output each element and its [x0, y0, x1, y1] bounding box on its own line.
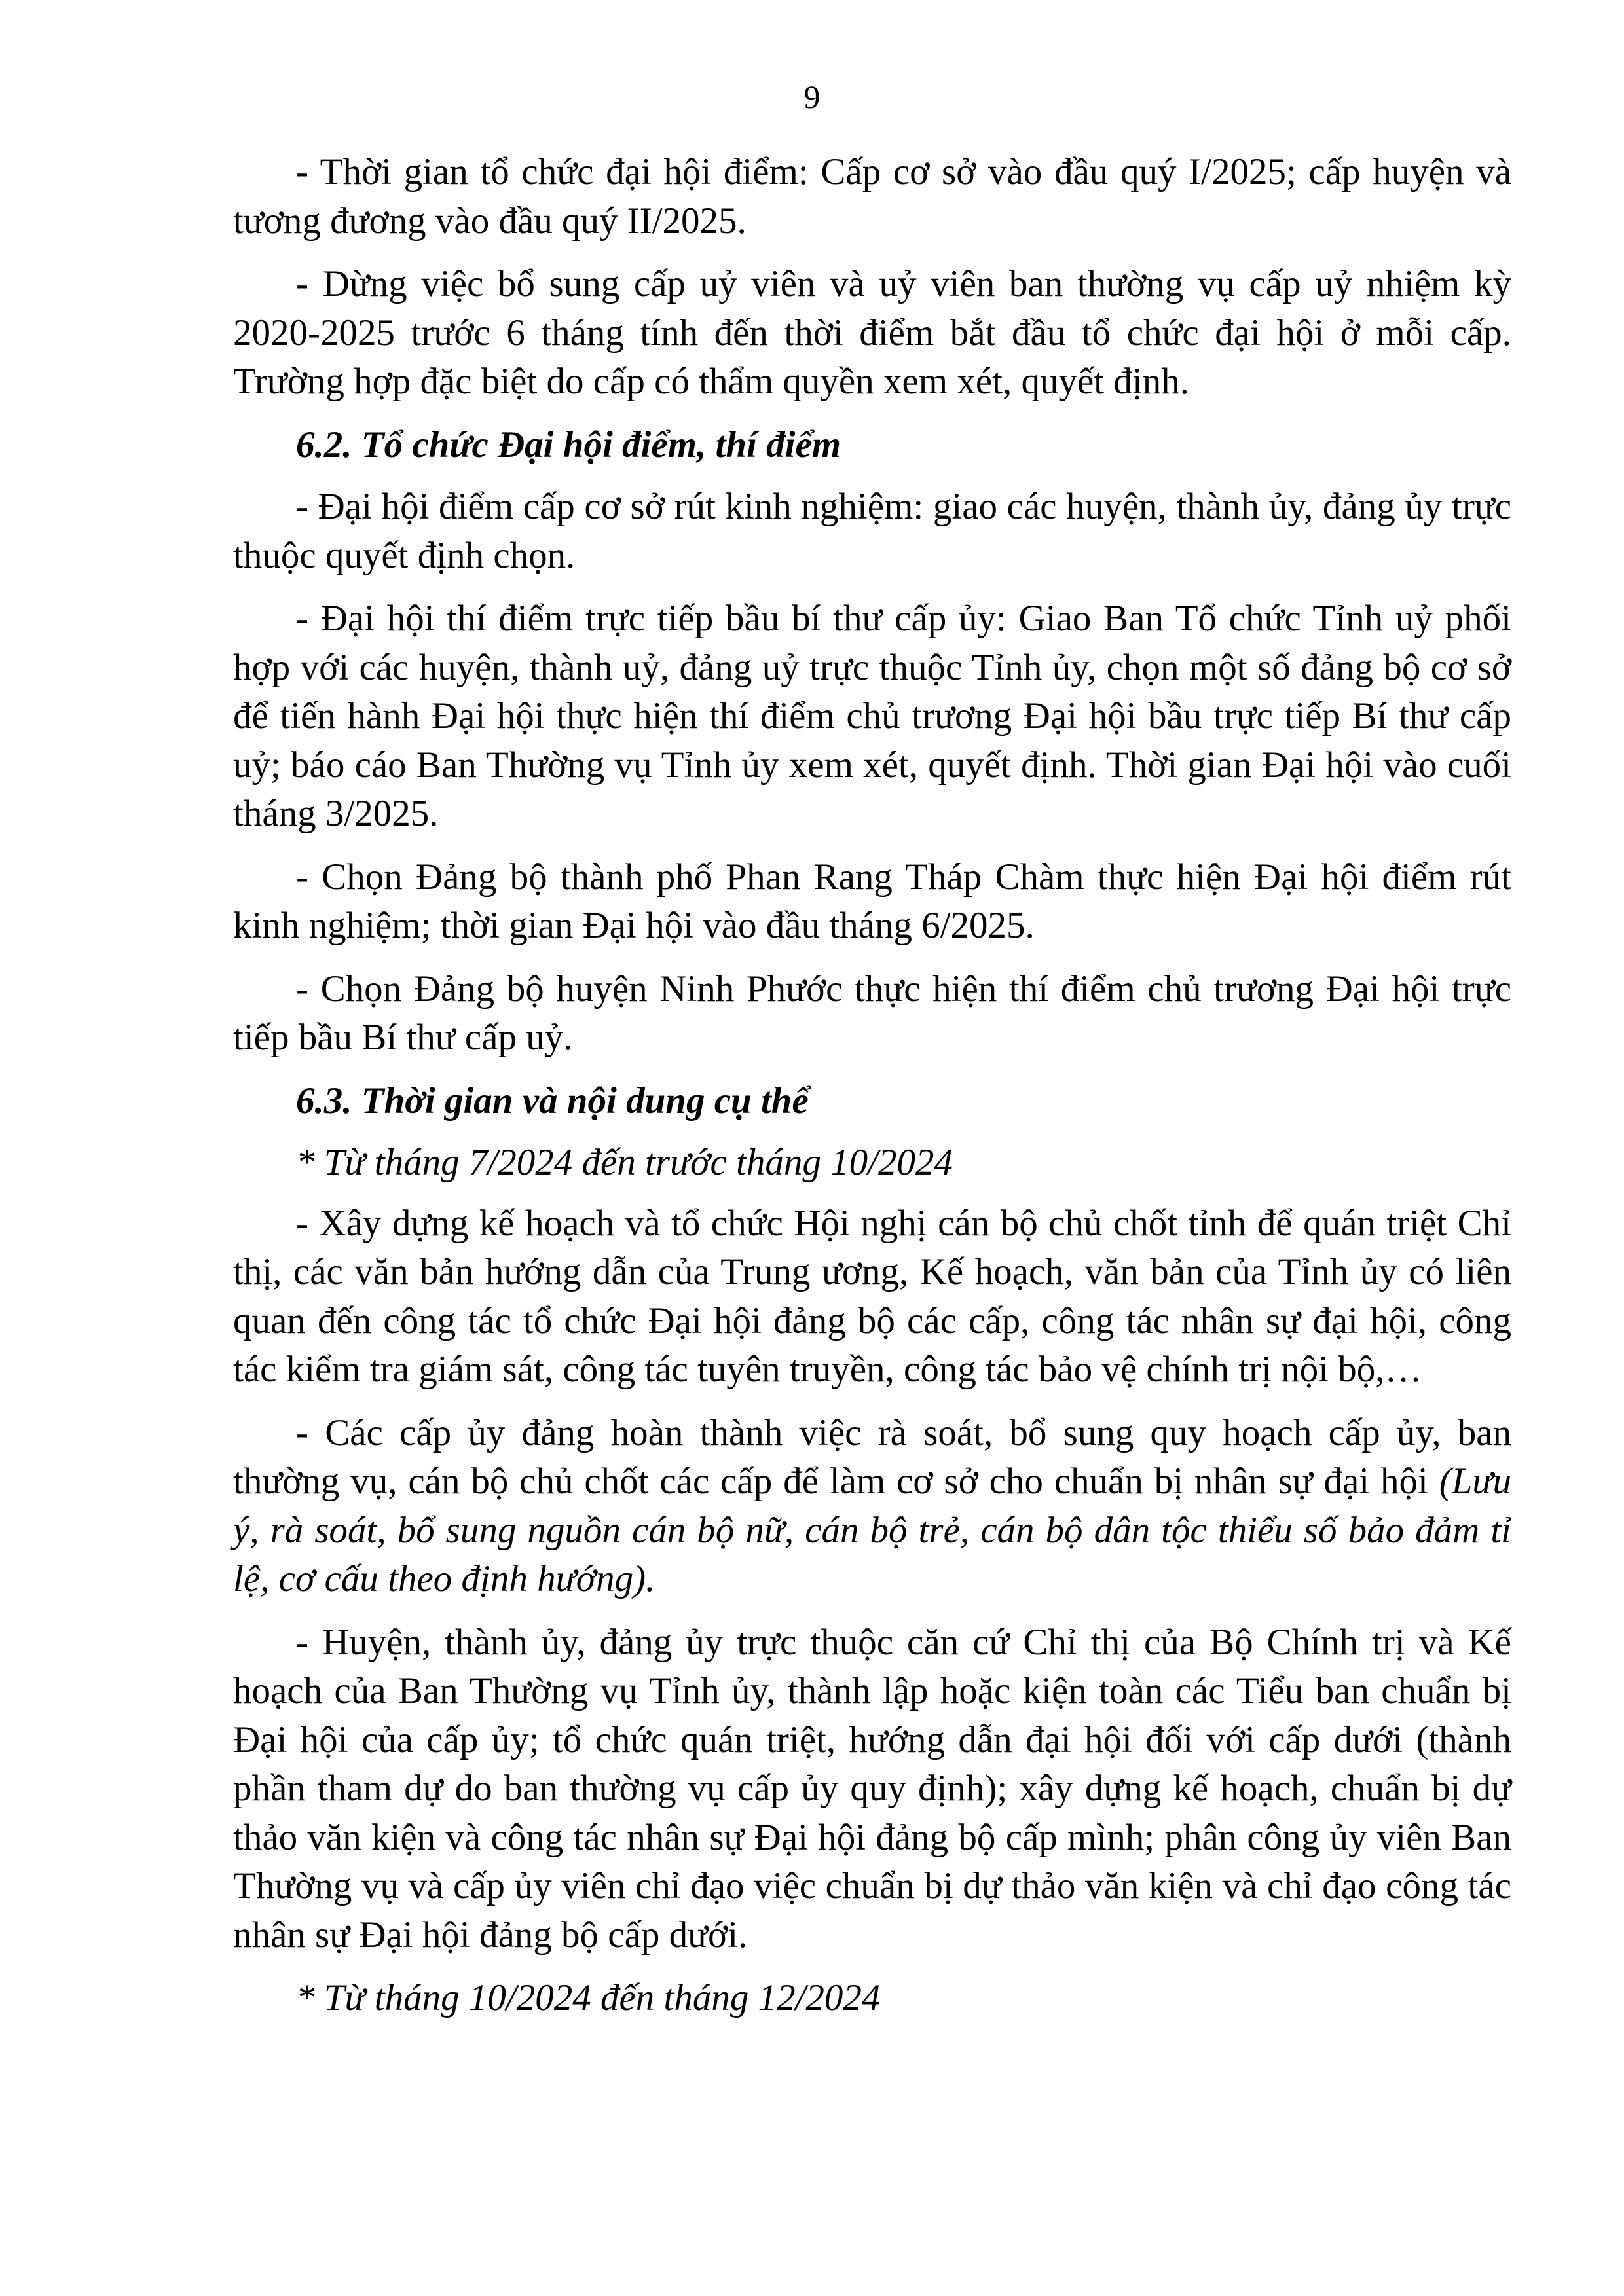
paragraph-dai-hoi-diem-co-so: - Đại hội điểm cấp cơ sở rút kinh nghiệm: giao các huyện, thành ủy, đảng ủy trực thuộc quyết định chọn.	[233, 486, 1511, 576]
ra-soat-note: (Lưu ý, rà soát, bổ sung nguồn cán bộ nữ, cán bộ trẻ, cán bộ dân tộc thiểu số bảo đảm tỉ lệ, cơ cấu theo định hướng).	[233, 1461, 1511, 1599]
period-heading-1: * Từ tháng 7/2024 đến trước tháng 10/2024	[296, 1142, 953, 1183]
paragraph-tieu-ban: - Huyện, thành ủy, đảng ủy trực thuộc căn cứ Chỉ thị của Bộ Chính trị và Kế hoạch của Ban Thường vụ Tỉnh ủy, thành lập hoặc kiện toàn các Tiểu ban chuẩn bị Đại hội của cấp ủy; tổ chức quán triệt, hướng dẫn đại hội đối với cấp dưới (thành phần tham dự do ban thường vụ cấp ủy quy định); xây dựng kế hoạch, chuẩn bị dự thảo văn kiện và công tác nhân sự Đại hội đảng bộ cấp mình; phân công ủy viên Ban Thường vụ và cấp ủy viên chỉ đạo việc chuẩn bị dự thảo văn kiện và chỉ đạo công tác nhân sự Đại hội đảng bộ cấp dưới.	[233, 1621, 1511, 1956]
ra-soat-text: - Các cấp ủy đảng hoàn thành việc rà soát, bổ sung quy hoạch cấp ủy, ban thường vụ, cán bộ chủ chốt các cấp để làm cơ sở cho chuẩn bị nhân sự đại hội	[233, 1412, 1511, 1502]
document-body	[233, 148, 1511, 2035]
paragraph-ninh-phuoc: - Chọn Đảng bộ huyện Ninh Phước thực hiện thí điểm chủ trương Đại hội trực tiếp bầu Bí thư cấp uỷ.	[233, 968, 1511, 1058]
paragraph-dung-bo-sung: - Dừng việc bổ sung cấp uỷ viên và uỷ viên ban thường vụ cấp uỷ nhiệm kỳ 2020-2025 trước 6 tháng tính đến thời điểm bắt đầu tổ chức đại hội ở mỗi cấp. Trường hợp đặc biệt do cấp có thẩm quyền xem xét, quyết định.	[233, 263, 1511, 402]
section-heading-6-2: 6.2. Tổ chức Đại hội điểm, thí điểm	[296, 424, 841, 465]
section-heading-6-3: 6.3. Thời gian và nội dung cụ thể	[296, 1080, 809, 1121]
period-heading-2: * Từ tháng 10/2024 đến tháng 12/2024	[296, 1977, 881, 2018]
paragraph-dai-hoi-diem-time: - Thời gian tổ chức đại hội điểm: Cấp cơ sở vào đầu quý I/2025; cấp huyện và tương đương vào đầu quý II/2025.	[233, 151, 1511, 242]
paragraph-hoi-nghi-can-bo: - Xây dựng kế hoạch và tổ chức Hội nghị cán bộ chủ chốt tỉnh để quán triệt Chỉ thị, các văn bản hướng dẫn của Trung ương, Kế hoạch, văn bản của Tỉnh ủy có liên quan đến công tác tổ chức Đại hội đảng bộ các cấp, công tác nhân sự đại hội, công tác kiểm tra giám sát, công tác tuyên truyền, công tác bảo vệ chính trị nội bộ,…	[233, 1202, 1511, 1390]
paragraph-dai-hoi-thi-diem: - Đại hội thí điểm trực tiếp bầu bí thư cấp ủy: Giao Ban Tổ chức Tỉnh uỷ phối hợp với các huyện, thành uỷ, đảng uỷ trực thuộc Tỉnh ủy, chọn một số đảng bộ cơ sở để tiến hành Đại hội thực hiện thí điểm chủ trương Đại hội bầu trực tiếp Bí thư cấp uỷ; báo cáo Ban Thường vụ Tỉnh ủy xem xét, quyết định. Thời gian Đại hội vào cuối tháng 3/2025.	[233, 598, 1511, 834]
page-number: 9	[803, 79, 821, 115]
paragraph-phan-rang: - Chọn Đảng bộ thành phố Phan Rang Tháp Chàm thực hiện Đại hội điểm rút kinh nghiệm; thời gian Đại hội vào đầu tháng 6/2025.	[233, 856, 1511, 946]
paragraph-ra-soat-quy-hoach	[233, 1409, 1511, 1604]
